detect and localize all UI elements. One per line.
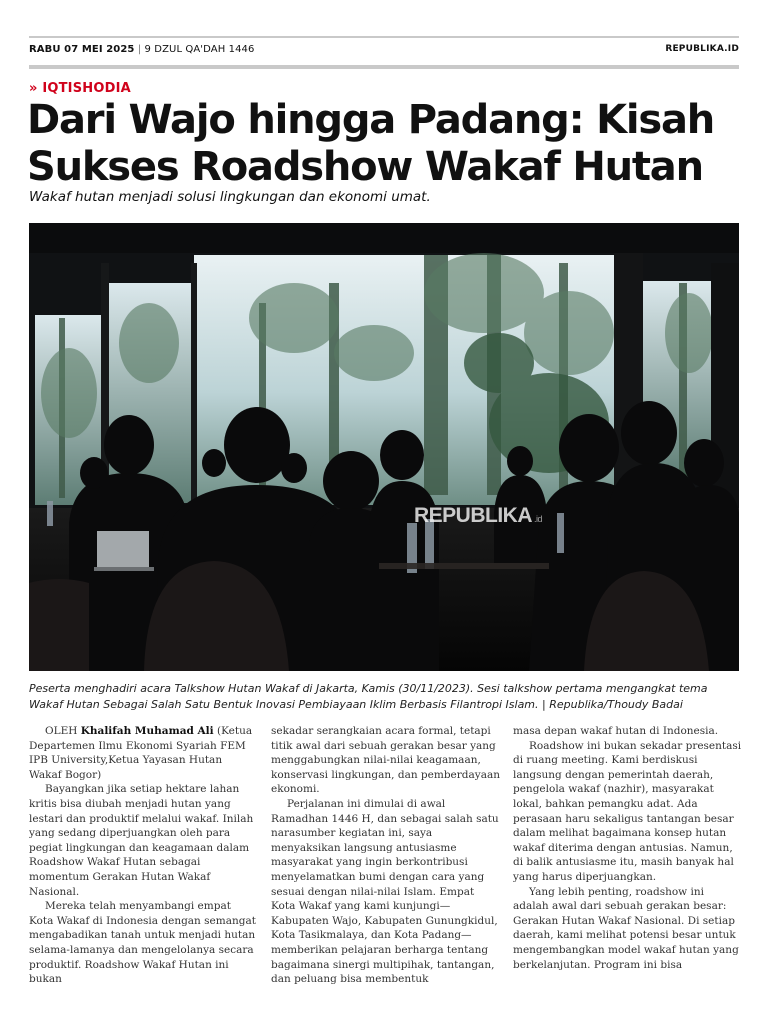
body-paragraph-continued: sekadar serangkaian acara formal, tetapi titik awal dari sebuah gerakan besar yang menggabungkan nilai-nilai keagamaan, konservasi lingkungan, dan pemberdayaan ekonomi.	[271, 725, 500, 796]
body-paragraph: Roadshow ini bukan sekadar presentasi di ruang meeting. Kami berdiskusi langsung dengan pemerintah daerah, pengelola wakaf (nazhir), masyarakat lokal, bahkan pemangku adat. Ada perasaan haru sekaligus tantangan besar dalam melihat bagaimana konsep hutan wakaf diterima dengan antusias. Namun, di balik antusiasme itu, masih banyak hal yang harus diperjuangkan.	[513, 739, 741, 883]
header-bottom-rule	[29, 65, 739, 69]
photo-watermark	[414, 504, 542, 528]
header-top-rule	[29, 36, 739, 38]
article-headline: Dari Wajo hingga Padang: Kisah Sukses Roadshow Wakaf Hutan	[27, 97, 715, 190]
body-paragraph: Bayangkan jika setiap hektare lahan kritis bisa diubah menjadi hutan yang lestari dan produktif melalui wakaf. Inilah yang sedang diperjuangkan oleh para pegiat lingkungan dan keagamaan dalam Roadshow Wakaf Hutan sebagai momentum Gerakan Hutan Wakaf Nasional.	[29, 783, 254, 898]
watermark-text: REPUBLIKA	[414, 504, 533, 527]
body-paragraph: Yang lebih penting, roadshow ini adalah awal dari sebuah gerakan besar: Gerakan Hutan Wakaf Nasional. Di setiap daerah, kami melihat potensi besar untuk mengembangkan model wakaf hutan yang berkelanjutan. Program ini bisa	[513, 885, 739, 971]
hijri-date: 9 DZUL QA'DAH 1446	[144, 44, 255, 55]
article-subtitle: Wakaf hutan menjadi solusi lingkungan dan ekonomi umat.	[29, 189, 431, 205]
article-photo	[29, 223, 739, 671]
site-name-link[interactable]: REPUBLIKA.ID	[665, 44, 739, 54]
article-body	[29, 724, 741, 1024]
issue-date-line	[29, 44, 254, 55]
photo-caption: Peserta menghadiri acara Talkshow Hutan Wakaf di Jakarta, Kamis (30/11/2023). Sesi talkshow pertama mengangkat tema Wakaf Hutan Sebagai Salah Satu Bentuk Inovasi Pembiayaan Iklim Berbasis Filantropi Islam. | Republika/Thoudy Badai	[29, 682, 708, 711]
body-column-1	[29, 724, 258, 987]
date-separator: |	[137, 44, 142, 55]
body-column-3	[513, 724, 741, 972]
body-column-2	[271, 724, 500, 987]
section-rubric[interactable]: » IQTISHODIA	[29, 81, 131, 96]
gregorian-date: RABU 07 MEI 2025	[29, 44, 135, 55]
author-affiliation: (Ketua Departemen Ilmu Ekonomi Syariah FEM IPB University,Ketua Yayasan Hutan Wakaf Bogor)	[29, 725, 253, 781]
byline	[29, 724, 258, 782]
watermark-suffix: .id	[534, 514, 543, 524]
photo-illustration	[29, 223, 739, 671]
body-paragraph: Perjalanan ini dimulai di awal Ramadhan 1446 H, dan sebagai salah satu narasumber kegiatan ini, saya menyaksikan langsung antusiasme masyarakat yang ingin berkontribusi menyelamatkan bumi dengan cara yang sesuai dengan nilai-nilai Islam. Empat Kota Wakaf yang kami kunjungi—Kabupaten Wajo, Kabupaten Gunungkidul, Kota Tasikmalaya, dan Kota Padang—memberikan pelajaran berharga tentang bagaimana sinergi multipihak, tantangan, dan peluang bisa membentuk	[271, 797, 499, 986]
author-name: Khalifah Muhamad Ali	[80, 725, 214, 737]
body-paragraph: Mereka telah menyambangi empat Kota Wakaf di Indonesia dengan semangat mengabadikan tanah untuk menjadi hutan selama-lamanya dan mengelolanya secara produktif. Roadshow Wakaf Hutan ini bukan	[29, 900, 256, 986]
body-paragraph-continued: masa depan wakaf hutan di Indonesia.	[513, 725, 719, 737]
byline-prefix: OLEH	[45, 725, 81, 737]
